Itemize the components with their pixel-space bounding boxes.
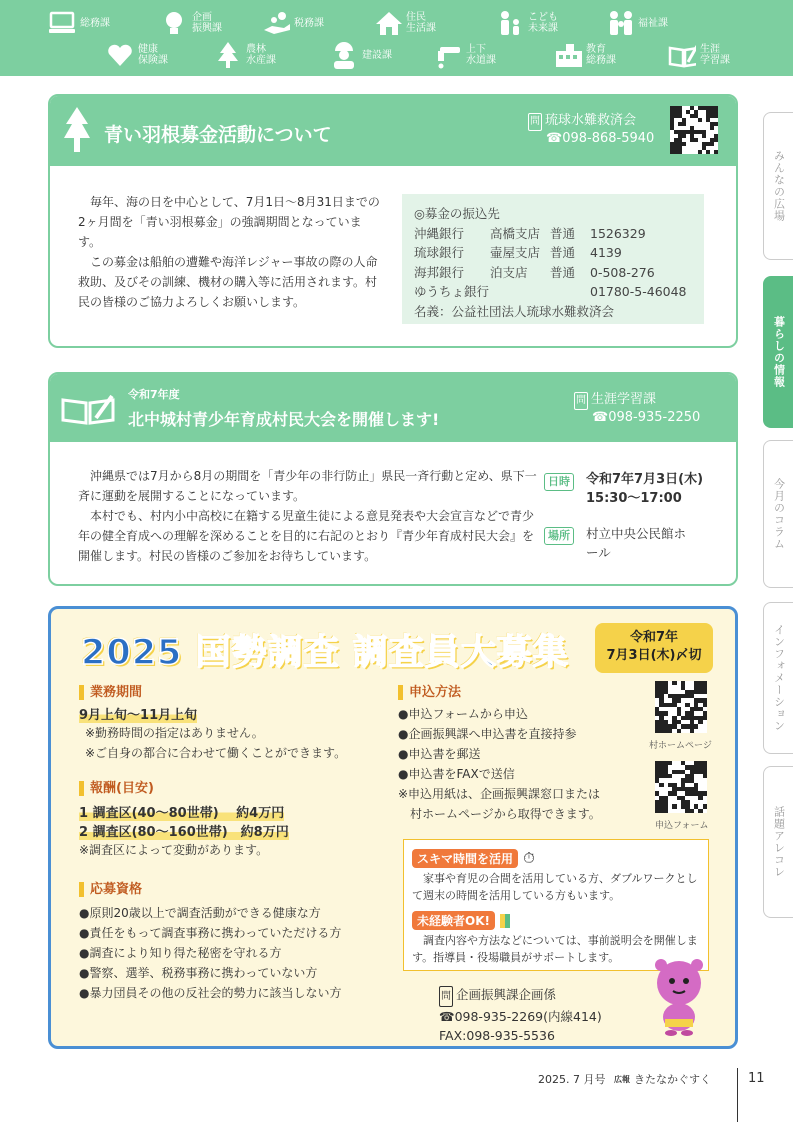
youth-place: 場所 村立中央公民館ホール — [544, 524, 574, 545]
nav-jumin[interactable]: 住民 生活課 — [374, 10, 436, 36]
apply-item: ●申込フォームから申込 — [398, 707, 528, 721]
nav-kensetsu[interactable]: 建設課 — [330, 42, 392, 68]
tip-badge-spare-time: スキマ時間を活用 — [412, 849, 518, 868]
tip-text-spare-time: 家事や育児の合間を活用している方、ダブルワークとして週末の時間を活用している方もいます。 — [412, 872, 698, 902]
bank-account-name: 名義：公益社団法人琉球水難救済会 — [414, 303, 615, 319]
homepage-qr-code[interactable] — [655, 681, 707, 733]
lightbulb-icon — [160, 10, 188, 36]
youth-section — [48, 372, 738, 586]
reward-heading: 報酬(目安) — [79, 781, 399, 796]
nav-kyoiku[interactable]: 教育 総務課 — [554, 42, 616, 68]
feather-paragraph-1: 毎年、海の日を中心として、7月1日〜8月31日までの2ヶ月間を「青い羽根募金」の強調期間となっています。 — [78, 195, 380, 249]
nav-kikaku[interactable]: 企画 振興課 — [160, 10, 222, 36]
sidebar-tab-information[interactable]: インフォメーション — [763, 602, 793, 754]
feather-paragraph-2: この募金は船舶の遭難や海洋レジャー事故の際の人命救助、及びその訓練、機材の購入等に活用されます。村民の皆様のご協力よろしくお願いします。 — [78, 255, 378, 309]
tip-badge-beginner: 未経験者OK! — [412, 911, 495, 930]
nav-norin[interactable]: 農林 水産課 — [214, 42, 276, 68]
hand-coins-icon — [262, 10, 290, 36]
period-note: ※勤務時間の指定はありません。 — [85, 726, 264, 740]
form-qr-code[interactable] — [655, 761, 707, 813]
youth-date: 日時 令和7年7月3日(木) 15:30〜17:00 — [544, 470, 574, 491]
qualification-item: ●責任をもって調査事務に携わっていただける方 — [79, 926, 342, 940]
sidebar-tab-kurashi[interactable]: 暮らしの情報 — [763, 276, 793, 428]
heart-icon — [106, 42, 134, 68]
mascot-illustration — [647, 955, 711, 1037]
feather-contact: 問 琉球水難救済会 ☎098-868-5940 — [530, 113, 655, 146]
tree-icon — [214, 42, 242, 68]
book-icon — [668, 42, 696, 68]
parent-child-icon — [496, 10, 524, 36]
house-icon — [374, 10, 402, 36]
reward-2: 2 調査区(80〜160世帯) 約8万円 — [79, 825, 289, 840]
tree-icon — [62, 106, 92, 158]
census-title: 2025 国勢調査 調査員大募集 — [81, 633, 569, 673]
feather-qr-code[interactable] — [670, 106, 718, 154]
apply-note: ※申込用紙は、企画振興課窓口または — [398, 787, 601, 801]
sidebar-tab-column[interactable]: 今月のコラム — [763, 440, 793, 588]
census-apply-column — [398, 685, 648, 824]
bank-title: ◎募金の振込先 — [414, 206, 500, 221]
census-contact: 問 企画振興課企画係 ☎098-935-2269(内線414) FAX:098-935-5536 — [439, 987, 602, 1043]
deadline-badge: 令和7年 7月3日(木)〆切 — [595, 623, 713, 673]
bank-row: 琉球銀行 壷屋支店 普通 4139 — [414, 245, 622, 260]
reward-1: 1 調査区(40〜80世帯) 約4万円 — [79, 806, 285, 821]
bank-row: 海邦銀行 泊支店 普通 0-508-276 — [414, 264, 655, 280]
computer-icon — [48, 10, 76, 36]
period-heading: 業務期間 — [79, 685, 399, 700]
sidebar-tab-minna[interactable]: みんなの広場 — [763, 112, 793, 260]
youth-header — [50, 374, 736, 442]
feather-header — [50, 96, 736, 166]
census-left-column — [79, 685, 399, 1003]
footer-brand-small: 広報 — [614, 1075, 630, 1084]
census-section — [48, 606, 738, 1049]
family-icon — [606, 10, 634, 36]
tip-text-beginner: 調査内容や方法などについては、事前説明会を開催します。指導員・役場職員がサポートします。 — [412, 934, 698, 964]
nav-kenko[interactable]: 健康 保険課 — [106, 42, 168, 68]
nav-shogai[interactable]: 生涯 学習課 — [668, 42, 730, 68]
qualification-item: ●暴力団員その他の反社会的勢力に該当しない方 — [79, 986, 342, 1000]
apply-item: ●申込書をFAXで送信 — [398, 767, 515, 781]
sidebar-tab-wadai[interactable]: 話題アレコレ — [763, 766, 793, 918]
nav-soumu[interactable]: 総務課 — [48, 10, 110, 36]
tips-box — [403, 839, 709, 971]
period-note: ※ご自身の都合に合わせて働くことができます。 — [85, 746, 347, 760]
reward-note: ※調査区によって変動があります。 — [79, 843, 269, 857]
bank-info-box — [402, 194, 704, 324]
qualification-item: ●警察、選挙、税務事務に携わっていない方 — [79, 966, 318, 980]
apply-heading: 申込方法 — [398, 685, 648, 700]
footer-divider — [737, 1068, 738, 1122]
page-number: 11 — [748, 1071, 765, 1086]
qualification-item: ●原則20歳以上で調査活動ができる健康な方 — [79, 906, 321, 920]
department-nav — [0, 0, 793, 76]
footer-brand: きたなかぐすく — [634, 1073, 711, 1086]
bank-row: 沖縄銀行 高橋支店 普通 1526329 — [414, 225, 646, 241]
qualification-item: ●調査により知り得た秘密を守れる方 — [79, 946, 282, 960]
faucet-icon — [434, 42, 462, 68]
footer-issue: 2025. 7 月号 — [538, 1073, 606, 1086]
qualification-heading: 応募資格 — [79, 882, 399, 897]
youth-paragraph-2: 本村でも、村内小中高校に在籍する児童生徒による意見発表や大会宣言などで青少年の健全育成への理解を深めることを目的に右記のとおり『青少年育成村民大会』を開催します。村民の皆様のご参加をお待ちしています。 — [78, 509, 535, 563]
homepage-qr-label: 村ホームページ — [649, 741, 712, 751]
apply-note: 村ホームページから取得できます。 — [410, 807, 601, 821]
nav-fukushi[interactable]: 福祉課 — [606, 10, 668, 36]
apply-item: ●申込書を郵送 — [398, 747, 481, 761]
beginner-mark-icon — [500, 914, 510, 928]
nav-kodomo[interactable]: こども 未来課 — [496, 10, 558, 36]
feather-title: 青い羽根募金活動について — [104, 124, 332, 146]
youth-contact: 問 生涯学習課 ☎098-935-2250 — [576, 392, 701, 425]
worker-icon — [330, 42, 358, 68]
apply-item: ●企画振興課へ申込書を直接持参 — [398, 727, 577, 741]
feather-section — [48, 94, 738, 348]
youth-pre-title: 令和7年度 — [128, 388, 180, 401]
youth-title: 北中城村青少年育成村民大会を開催します! — [128, 410, 440, 429]
youth-paragraph-1: 沖縄県では7月から8月の期間を「青少年の非行防止」県民一斉行動と定め、県下一斉に運動を展開することになっています。 — [78, 469, 537, 503]
bank-row: ゆうちょ銀行 01780-5-46048 — [414, 284, 687, 299]
clock-icon: ⏱ — [523, 849, 535, 867]
nav-suido[interactable]: 上下 水道課 — [434, 42, 496, 68]
form-qr-label: 申込フォーム — [655, 821, 709, 831]
period-value: 9月上旬〜11月上旬 — [79, 708, 198, 723]
book-icon — [60, 394, 116, 430]
school-icon — [554, 42, 582, 68]
nav-zeimu[interactable]: 税務課 — [262, 10, 324, 36]
